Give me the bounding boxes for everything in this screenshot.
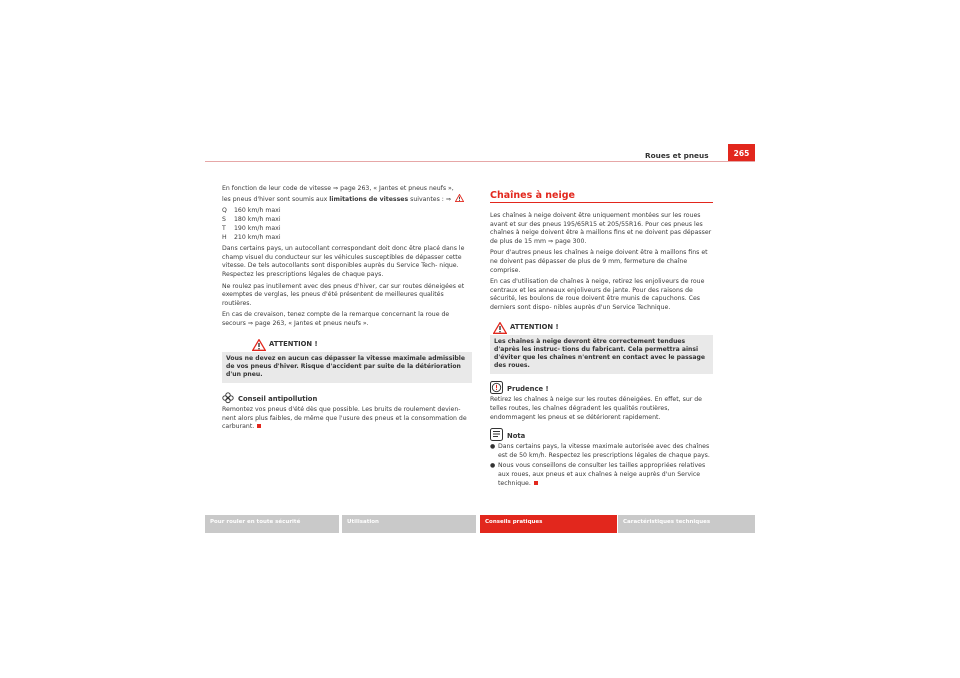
speed-value: 160 km/h maxi <box>234 207 281 215</box>
right-column <box>490 212 713 488</box>
caution-text: Retirez les chaînes à neige sur les routes déneigées. En effet, sur de telles routes, les chaînes dégradent les qualités routières, endommagent les pneus et se détériorent rapidement. <box>490 396 702 421</box>
list-item <box>222 233 472 242</box>
header-rule <box>205 161 755 162</box>
end-marker <box>257 424 261 428</box>
speed-list <box>222 206 472 242</box>
footer-tab-usage[interactable]: Utilisation <box>342 515 476 533</box>
eco-flower-icon <box>222 392 234 404</box>
note-bullet-text-wrap <box>498 462 713 488</box>
section-rule <box>490 202 713 203</box>
note-bullet-text: Nous vous conseillons de consulter les tailles appropriées relatives aux roues, aux pneus et aux chaînes à neige auprès d'un Service technique. <box>498 462 706 487</box>
footer-tab-safety[interactable]: Pour rouler en toute sécurité <box>205 515 339 533</box>
speed-value: 210 km/h maxi <box>234 234 281 242</box>
warning-box <box>222 338 472 384</box>
speed-value: 190 km/h maxi <box>234 225 281 233</box>
eco-paragraph <box>222 406 472 432</box>
page-number: 265 <box>728 144 755 161</box>
bullet-dot: ● <box>490 462 496 470</box>
note-title: Nota <box>507 432 526 441</box>
eco-heading <box>222 394 472 406</box>
note-icon <box>490 428 503 441</box>
warning-text: Les chaînes à neige devront être correctement tendues d'après les instruc- tions du fabricant. Cela permettra ainsi d'éviter que les chaînes n'entrent en contact avec le passage des roues. <box>494 337 706 370</box>
warning-triangle-icon <box>455 194 464 202</box>
warning-text: Vous ne devez en aucun cas dépasser la vitesse maximale admissible de vos pneus d'hiver. Risque d'accident par suite de la détérioration d'un pneu. <box>226 354 465 378</box>
chapter-title: Roues et pneus <box>645 151 709 160</box>
rolling-paragraph: Ne roulez pas inutilement avec des pneus d'hiver, car sur routes déneigées et exemptes de verglas, les pneus d'été présentent de meilleures qualités routières. <box>222 282 465 307</box>
list-item <box>222 224 472 233</box>
end-marker <box>534 481 538 485</box>
warning-header <box>222 338 472 352</box>
puncture-paragraph: En cas de crevaison, tenez compte de la remarque concernant la roue de secours ⇒ page 263, « Jantes et pneus neufs ». <box>222 311 450 327</box>
chains-paragraph-3: En cas d'utilisation de chaînes à neige, retirez les enjoliveurs de roue centraux et les anneaux enjoliveurs de jante. Pour des raisons de sécurité, les boulons de roue doivent être munis de capuchons. Ces derniers sont dispo- nibles auprès d'un Service Technique. <box>490 278 705 311</box>
chains-paragraph-1: Les chaînes à neige doivent être uniquement montées sur les roues avant et sur des pneus 195/65R15 et 205/55R16. Pour ces pneus les chaînes à neige doivent être à maillons fins et ne doivent pas dépasser de plus de 15 mm ⇒ page 300. <box>490 212 712 245</box>
warning-triangle-icon <box>493 322 507 334</box>
note-bullet-text: Dans certains pays, la vitesse maximale autorisée avec des chaînes est de 50 km/h. Respectez les prescriptions légales de chaque pays. <box>498 443 710 459</box>
speed-code: H <box>222 234 227 242</box>
left-column <box>222 185 472 432</box>
intro-tail: suivantes : ⇒ <box>408 195 452 203</box>
sticker-paragraph: Dans certains pays, un autocollant correspondant doit donc être placé dans le champ visuel du conducteur sur les véhicules susceptibles de dépasser cette vitesse. De tels autocollants sont disponibles auprès du Service Tech- nique. Respectez les prescriptions légales de chaque pays. <box>222 245 465 278</box>
speed-code: T <box>222 225 226 233</box>
warning-box <box>490 321 713 375</box>
speed-code: Q <box>222 207 227 215</box>
footer-tab-specifications[interactable]: Caractéristiques techniques <box>618 515 755 533</box>
bullet-dot: ● <box>490 443 496 451</box>
list-item <box>490 443 713 460</box>
warning-title: ATTENTION ! <box>269 339 318 348</box>
warning-title: ATTENTION ! <box>510 322 559 331</box>
intro-paragraph <box>222 185 472 204</box>
speed-code: S <box>222 216 226 224</box>
warning-triangle-icon <box>252 339 266 351</box>
intro-bold: limitations de vitesses <box>329 195 409 203</box>
footer-tab-practical-tips[interactable]: Conseils pratiques <box>480 515 617 533</box>
intro-line-2: les pneus d'hiver sont soumis aux <box>222 195 330 203</box>
list-item <box>490 462 713 488</box>
speed-value: 180 km/h maxi <box>234 216 281 224</box>
chains-paragraph-2: Pour d'autres pneus les chaînes à neige doivent être à maillons fins et ne doivent pas dépasser de plus de 9 mm, fermeture de chaîne comprise. <box>490 249 708 274</box>
caution-title: Prudence ! <box>507 385 549 394</box>
caution-heading <box>490 383 713 396</box>
intro-line-1: En fonction de leur code de vitesse ⇒ page 263, « Jantes et pneus neufs », <box>222 185 454 192</box>
list-item <box>222 215 472 224</box>
warning-header <box>490 321 713 335</box>
note-heading <box>490 430 713 443</box>
eco-text: Remontez vos pneus d'été dès que possible. Les bruits de roulement devien- nent alors plus faibles, de même que l'usure des pneus et la consommation de carburant. <box>222 406 467 431</box>
list-item <box>222 206 472 215</box>
section-title: Chaînes à neige <box>490 190 575 201</box>
caution-exclamation-icon <box>490 381 503 394</box>
eco-title: Conseil antipollution <box>238 395 318 404</box>
